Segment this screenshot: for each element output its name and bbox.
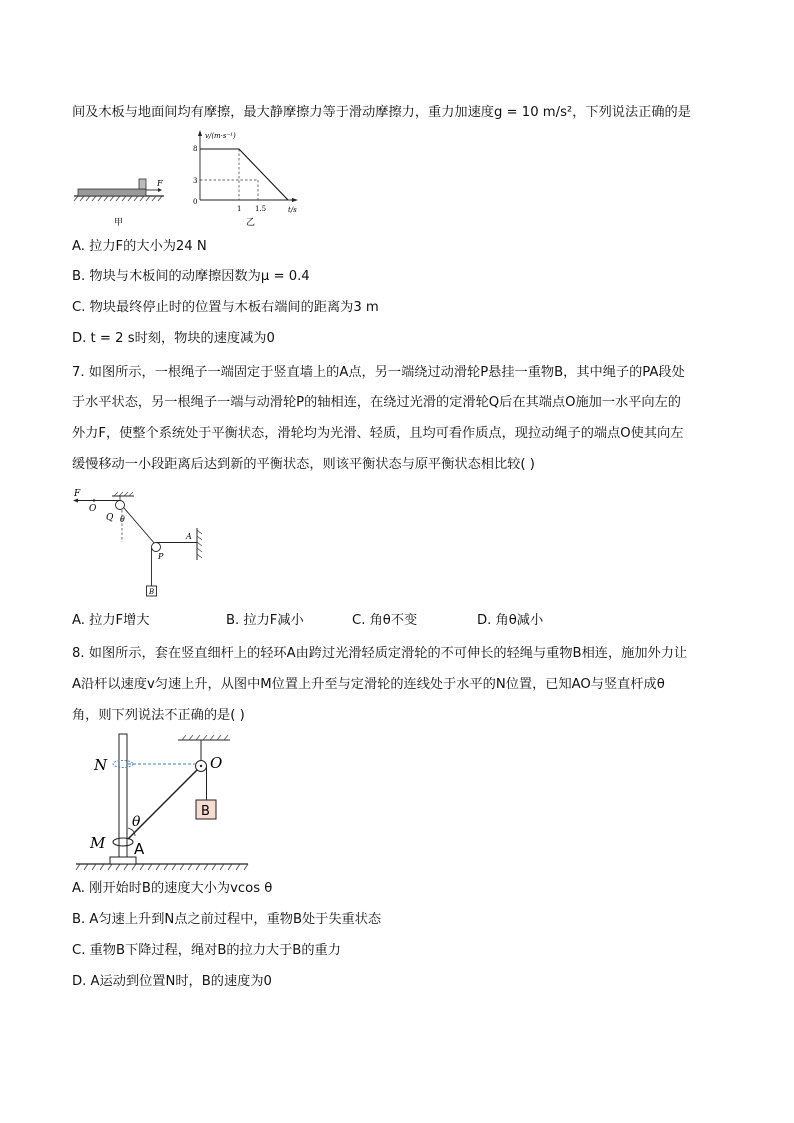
label-a: A [186, 532, 192, 541]
q7-option-b: B. 拉力F减小 [226, 613, 304, 628]
q8-option-c: C. 重物B下降过程，绳对B的拉力大于B的重力 [72, 943, 341, 958]
x-tick-1: 1 [237, 205, 242, 213]
board [78, 189, 146, 196]
q8-option-d: D. A运动到位置N时，B的速度为0 [72, 974, 272, 989]
q7-option-d: D. 角θ减小 [477, 613, 544, 628]
label-p: P [158, 552, 164, 561]
v-t-curve [200, 149, 288, 200]
v-axis-label: v/(m·s⁻¹) [205, 132, 236, 140]
label-o: O [210, 754, 223, 772]
label-m: M [90, 834, 106, 852]
t-axis-label: t/s [288, 206, 297, 214]
y-tick-8: 8 [193, 145, 198, 153]
label-b: B [149, 588, 155, 596]
label-jia: 甲 [114, 218, 124, 228]
y-tick-3: 3 [193, 177, 198, 185]
q8-stem-line-2: A沿杆以速度v匀速上升，从图中M位置上升至与定滑轮的连线处于水平的N位置，已知AO与竖直杆成θ [72, 677, 665, 692]
q6-figure-yi [193, 130, 298, 228]
label-o: O [89, 504, 97, 514]
label-n: N [94, 756, 108, 774]
label-theta: θ [132, 814, 141, 830]
q6-option-a: A. 拉力F的大小为24 N [72, 239, 207, 254]
label-yi: 乙 [246, 218, 256, 228]
q7-stem-line-1: 7. 如图所示，一根绳子一端固定于竖直墙上的A点，另一端绕过动滑轮P悬挂一重物B，其中绳子的PA段处 [72, 365, 685, 380]
label-f: F [74, 489, 81, 499]
q8-option-a: A. 刚开始时B的速度大小为vcos θ [72, 881, 273, 896]
origin-label: 0 [193, 198, 198, 206]
q7-stem-line-3: 外力F，使整个系统处于平衡状态，滑轮均为光滑、轻质，且均可看作质点，现拉动绳子的端点O使其向左 [72, 426, 684, 441]
q8-stem-line-3: 角，则下列说法不正确的是( ) [72, 708, 245, 723]
rod-base [110, 857, 136, 864]
q8-figure [72, 726, 262, 876]
label-a: A [134, 840, 145, 858]
q8-stem-line-1: 8. 如图所示，套在竖直细杆上的轻环A由跨过光滑轻质定滑轮的不可伸长的轻绳与重物B相连，施加外力让 [72, 646, 688, 661]
pulley-q [116, 501, 125, 510]
q6-option-d: D. t = 2 s时刻，物块的速度减为0 [72, 331, 275, 346]
label-theta: θ [120, 515, 125, 524]
q7-option-c: C. 角θ不变 [352, 613, 418, 628]
x-tick-1.5: 1.5 [255, 205, 267, 213]
q7-option-a: A. 拉力F增大 [72, 613, 150, 628]
q7-stem-line-2: 于水平状态，另一根绳子一端与动滑轮P的轴相连，在绕过光滑的定滑轮Q后在其端点O施加一水平向左的 [72, 395, 681, 410]
q6-option-c: C. 物块最终停止时的位置与木板右端间的距离为3 m [72, 300, 379, 315]
q6-figure-jia [74, 179, 164, 228]
q7-stem-line-4: 缓慢移动一小段距离后达到新的平衡状态，则该平衡状态与原平衡状态相比较( ) [72, 457, 535, 472]
q8-option-b: B. A匀速上升到N点之前过程中，重物B处于失重状态 [72, 912, 382, 927]
q6-stem-line: 间及木板与地面间均有摩擦，最大静摩擦力等于滑动摩擦力，重力加速度g = 10 m/s²，下列说法正确的是 [72, 105, 691, 120]
q7-figure [72, 484, 212, 604]
force-label: F [157, 179, 163, 188]
block [139, 179, 146, 189]
label-b: B [201, 804, 210, 819]
q6-option-b: B. 物块与木板间的动摩擦因数为μ = 0.4 [72, 269, 310, 284]
q6-figure [72, 128, 312, 230]
label-q: Q [106, 513, 114, 523]
pulley-p [152, 543, 161, 552]
